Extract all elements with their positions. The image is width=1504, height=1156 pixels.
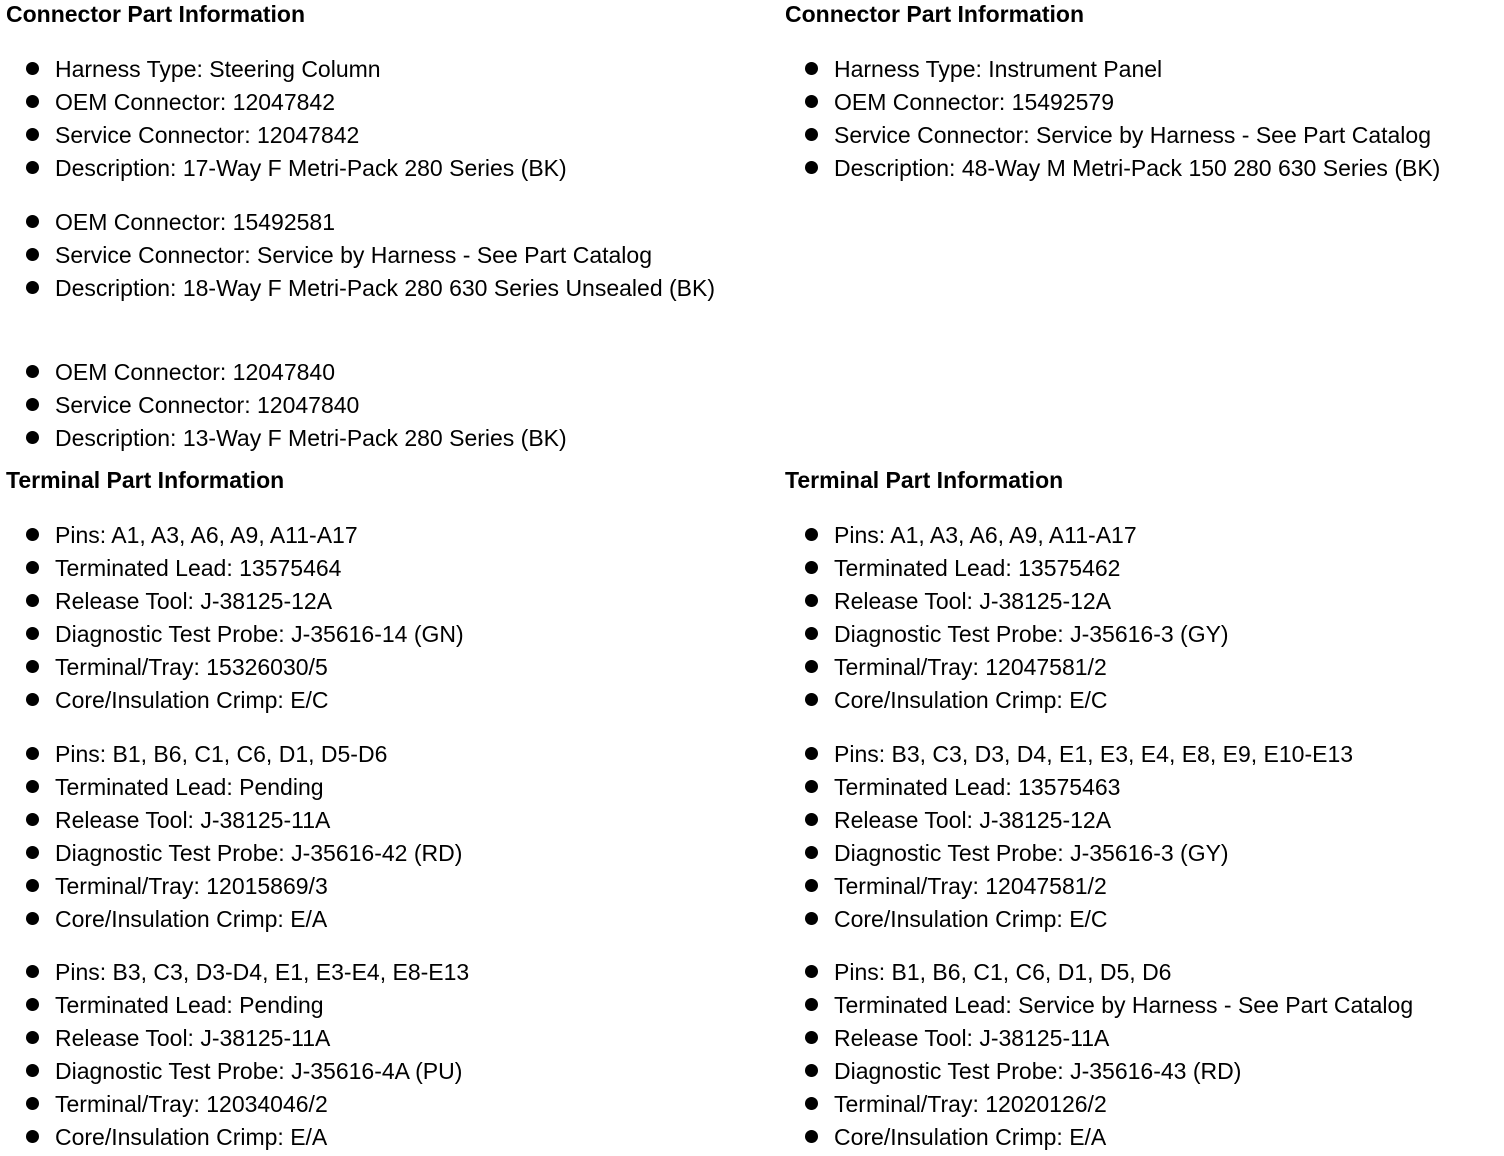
bullet-icon <box>805 660 818 673</box>
list-item-text: Terminal/Tray: 12047581/2 <box>834 654 1107 680</box>
list-item-text: Release Tool: J-38125-11A <box>55 1025 331 1051</box>
list-item <box>785 652 1500 682</box>
list-item <box>6 87 726 117</box>
bullet-icon <box>26 780 39 793</box>
list-item-text: Release Tool: J-38125-11A <box>55 807 331 833</box>
list-item-text: Harness Type: Steering Column <box>55 56 381 82</box>
list-item <box>785 1056 1500 1086</box>
list-item <box>785 990 1500 1020</box>
list-item <box>6 1056 726 1086</box>
list-item-text: Release Tool: J-38125-12A <box>834 588 1112 614</box>
list-item-text: OEM Connector: 15492579 <box>834 89 1115 115</box>
list-item <box>6 586 726 616</box>
list-item-text: Terminated Lead: 13575462 <box>834 555 1121 581</box>
list-item <box>6 240 726 270</box>
list-item-text: Diagnostic Test Probe: J-35616-43 (RD) <box>834 1058 1242 1084</box>
bullet-icon <box>26 161 39 174</box>
list-item <box>6 357 726 387</box>
list-item <box>785 619 1500 649</box>
list-item-text: Terminal/Tray: 12015869/3 <box>55 873 328 899</box>
bullet-icon <box>26 594 39 607</box>
bullet-icon <box>805 594 818 607</box>
list-item <box>785 957 1500 987</box>
list-item <box>785 553 1500 583</box>
list-item <box>6 990 726 1020</box>
list-item-text: Diagnostic Test Probe: J-35616-3 (GY) <box>834 621 1229 647</box>
list-item <box>6 652 726 682</box>
right-connector-group-1 <box>785 54 1500 186</box>
list-item <box>785 54 1500 84</box>
bullet-icon <box>26 813 39 826</box>
bullet-icon <box>26 879 39 892</box>
list-item-text: Pins: A1, A3, A6, A9, A11-A17 <box>834 522 1137 548</box>
bullet-icon <box>26 627 39 640</box>
bullet-icon <box>26 95 39 108</box>
list-item <box>6 153 726 183</box>
list-item <box>785 87 1500 117</box>
list-item <box>785 772 1500 802</box>
bullet-icon <box>805 128 818 141</box>
list-item-text: Diagnostic Test Probe: J-35616-14 (GN) <box>55 621 464 647</box>
list-item-text: Terminal/Tray: 12020126/2 <box>834 1091 1107 1117</box>
list-item <box>785 586 1500 616</box>
list-item-text: Release Tool: J-38125-12A <box>55 588 333 614</box>
list-item-text: Service Connector: Service by Harness - See Part Catalog <box>55 242 652 268</box>
bullet-icon <box>805 1130 818 1143</box>
bullet-icon <box>805 693 818 706</box>
list-item <box>6 805 726 835</box>
bullet-icon <box>26 998 39 1011</box>
list-item <box>785 1089 1500 1119</box>
right-terminal-group-3 <box>785 957 1500 1155</box>
bullet-icon <box>26 528 39 541</box>
list-item-text: Service Connector: 12047842 <box>55 122 360 148</box>
right-connector-heading: Connector Part Information <box>785 1 1085 27</box>
left-connector-heading: Connector Part Information <box>6 1 306 27</box>
bullet-icon <box>26 398 39 411</box>
bullet-icon <box>805 912 818 925</box>
list-item-text: Pins: B1, B6, C1, C6, D1, D5, D6 <box>834 959 1172 985</box>
bullet-icon <box>26 128 39 141</box>
list-item-text: Terminal/Tray: 15326030/5 <box>55 654 328 680</box>
list-item <box>6 772 726 802</box>
bullet-icon <box>26 248 39 261</box>
list-item-text: Core/Insulation Crimp: E/A <box>834 1124 1107 1150</box>
bullet-icon <box>805 747 818 760</box>
bullet-icon <box>805 161 818 174</box>
list-item-text: Terminated Lead: 13575464 <box>55 555 342 581</box>
list-item-text: Core/Insulation Crimp: E/C <box>834 906 1108 932</box>
bullet-icon <box>26 1130 39 1143</box>
list-item-text: Release Tool: J-38125-12A <box>834 807 1112 833</box>
list-item-text: Description: 18-Way F Metri-Pack 280 630 Series Unsealed (BK) <box>55 275 716 301</box>
list-item-text: Core/Insulation Crimp: E/A <box>55 906 328 932</box>
list-item-text: Harness Type: Instrument Panel <box>834 56 1163 82</box>
list-item-text: OEM Connector: 12047840 <box>55 359 336 385</box>
list-item-text: Diagnostic Test Probe: J-35616-42 (RD) <box>55 840 463 866</box>
list-item-text: Diagnostic Test Probe: J-35616-3 (GY) <box>834 840 1229 866</box>
left-connector-group-3 <box>6 357 726 456</box>
list-item <box>6 120 726 150</box>
list-item-text: Terminal/Tray: 12034046/2 <box>55 1091 328 1117</box>
bullet-icon <box>26 965 39 978</box>
bullet-icon <box>805 1064 818 1077</box>
left-connector-group-2 <box>6 207 726 306</box>
list-item-text: Terminated Lead: Service by Harness - See Part Catalog <box>834 992 1414 1018</box>
list-item <box>785 871 1500 901</box>
list-item-text: Service Connector: Service by Harness - See Part Catalog <box>834 122 1431 148</box>
list-item <box>6 390 726 420</box>
bullet-icon <box>26 846 39 859</box>
bullet-icon <box>26 912 39 925</box>
bullet-icon <box>805 1097 818 1110</box>
bullet-icon <box>26 693 39 706</box>
bullet-icon <box>26 1031 39 1044</box>
bullet-icon <box>26 281 39 294</box>
left-terminal-group-2 <box>6 739 726 937</box>
list-item-text: Core/Insulation Crimp: E/C <box>55 687 329 713</box>
list-item <box>6 1089 726 1119</box>
bullet-icon <box>26 1097 39 1110</box>
list-item <box>6 1122 726 1152</box>
left-terminal-group-3 <box>6 957 726 1155</box>
list-item <box>6 1023 726 1053</box>
list-item-text: Terminated Lead: Pending <box>55 774 324 800</box>
bullet-icon <box>26 365 39 378</box>
bullet-icon <box>26 561 39 574</box>
list-item <box>785 1122 1500 1152</box>
bullet-icon <box>805 846 818 859</box>
list-item <box>6 553 726 583</box>
right-terminal-group-2 <box>785 739 1500 937</box>
list-item <box>6 871 726 901</box>
bullet-icon <box>805 627 818 640</box>
left-terminal-group-1 <box>6 520 726 718</box>
list-item <box>6 739 726 769</box>
right-terminal-group-1 <box>785 520 1500 718</box>
right-terminal-heading: Terminal Part Information <box>785 467 1064 493</box>
list-item <box>785 739 1500 769</box>
list-item <box>6 838 726 868</box>
bullet-icon <box>805 561 818 574</box>
list-item <box>6 273 723 303</box>
list-item <box>785 120 1500 150</box>
list-item-text: Terminated Lead: Pending <box>55 992 324 1018</box>
list-item <box>785 520 1500 550</box>
list-item <box>6 685 726 715</box>
list-item <box>785 805 1500 835</box>
list-item-text: Terminal/Tray: 12047581/2 <box>834 873 1107 899</box>
bullet-icon <box>805 998 818 1011</box>
bullet-icon <box>26 747 39 760</box>
list-item <box>785 685 1500 715</box>
list-item <box>785 1023 1500 1053</box>
list-item <box>6 423 726 453</box>
bullet-icon <box>805 1031 818 1044</box>
bullet-icon <box>26 1064 39 1077</box>
list-item-text: OEM Connector: 15492581 <box>55 209 336 235</box>
bullet-icon <box>805 813 818 826</box>
list-item <box>6 520 726 550</box>
bullet-icon <box>26 660 39 673</box>
bullet-icon <box>26 215 39 228</box>
list-item-text: Description: 13-Way F Metri-Pack 280 Series (BK) <box>55 425 567 451</box>
list-item <box>785 904 1500 934</box>
left-terminal-heading: Terminal Part Information <box>6 467 285 493</box>
bullet-icon <box>805 62 818 75</box>
list-item-text: Description: 17-Way F Metri-Pack 280 Series (BK) <box>55 155 567 181</box>
bullet-icon <box>805 780 818 793</box>
list-item-text: Description: 48-Way M Metri-Pack 150 280 630 Series (BK) <box>834 155 1441 181</box>
list-item-text: Service Connector: 12047840 <box>55 392 360 418</box>
list-item <box>6 207 726 237</box>
list-item-text: Pins: B3, C3, D3-D4, E1, E3-E4, E8-E13 <box>55 959 470 985</box>
bullet-icon <box>805 965 818 978</box>
list-item-text: OEM Connector: 12047842 <box>55 89 336 115</box>
list-item <box>6 957 726 987</box>
list-item <box>6 54 726 84</box>
list-item-text: Release Tool: J-38125-11A <box>834 1025 1110 1051</box>
bullet-icon <box>26 62 39 75</box>
list-item-text: Diagnostic Test Probe: J-35616-4A (PU) <box>55 1058 463 1084</box>
bullet-icon <box>805 528 818 541</box>
list-item <box>785 838 1500 868</box>
list-item-text: Pins: B1, B6, C1, C6, D1, D5-D6 <box>55 741 388 767</box>
bullet-icon <box>805 879 818 892</box>
list-item <box>785 153 1486 183</box>
list-item-text: Pins: B3, C3, D3, D4, E1, E3, E4, E8, E9, E10-E13 <box>834 741 1354 767</box>
list-item <box>6 904 726 934</box>
list-item-text: Terminated Lead: 13575463 <box>834 774 1121 800</box>
list-item-text: Pins: A1, A3, A6, A9, A11-A17 <box>55 522 358 548</box>
list-item-text: Core/Insulation Crimp: E/C <box>834 687 1108 713</box>
bullet-icon <box>26 431 39 444</box>
bullet-icon <box>805 95 818 108</box>
list-item <box>6 619 726 649</box>
list-item-text: Core/Insulation Crimp: E/A <box>55 1124 328 1150</box>
left-connector-group-1 <box>6 54 726 186</box>
